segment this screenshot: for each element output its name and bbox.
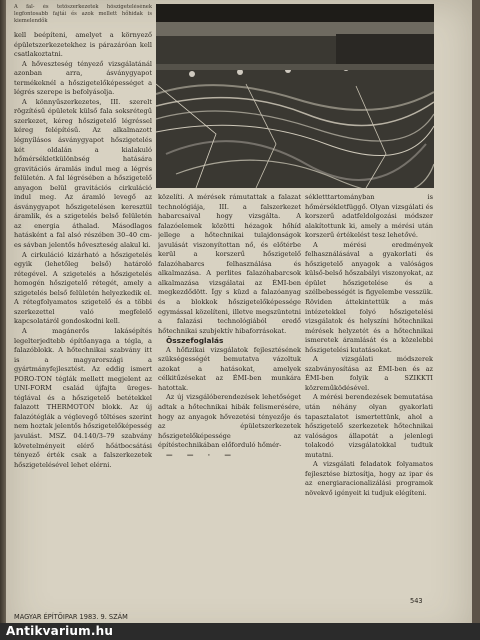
paragraph: sékletttartományban is hőmérsékletfüggő. Olyan vizsgálati és korszerű adatfeldolgozási módszer alakítottunk ki, amely a mérési után korszerű értékelést tesz lehetővé. <box>305 193 433 240</box>
paragraph: Az új vizsgálóberendezések lehetőséget adtak a hőtechnikai hibák felismerésére, hogy az anyagok hővezetési tényezője és az épületszerkezetek hőszigetelőképessége az építéstechnikában előforduló hőmér- <box>158 393 301 450</box>
paragraph: A magánerős lakásépítés legelterjedtebb építőanyaga a tégla, a falazóblokk. A hőtechnikai szabvány itt is a magyarországi a gyártmányfejlesztést. Az eddig ismert PORO-TON téglák mellett megjelent az UNI-FORM család újfajta üreges-téglával és a hőszigetelő betétekkel falazott THERMOTON blokk. Az új falazótéglák a véglevegő töltéses szerint nem hoztak jelentős hőszigetelőképesség javulást. MSZ. 04.140/3–79 szabvány követelményeit elérő hőátbocsátási tényező érték csak a falszerkezetek hőszigetelésével lehet elérni. <box>14 326 152 469</box>
paragraph: kell beépíteni, amelyet a környező épületszerkezetekhez is párazáróan kell csatlakoztatni. <box>14 31 152 59</box>
paragraph: A mérési berendezések bemutatása után néhány olyan gyakorlati tapasztalatot ismertettünk, ahol a hőszigetelő szerkezetek hőtechnikai valóságos állapotát a jelenlegi tolakodó vizsgálatokkal tudtuk mutatni. <box>305 393 433 459</box>
photo-insulation-roof <box>156 4 434 188</box>
page-number: 543 <box>410 597 423 605</box>
journal-footer: MAGYAR ÉPÍTŐIPAR 1983. 9. SZÁM <box>14 613 128 621</box>
paragraph: A hőfizikai vizsgálatok fejlesztésének szükségességét bemutatva vázoltuk azokat a hatásokat, amelyek célkitűzésekat az ÉMI-ben munkára hatottak. <box>158 345 301 392</box>
magazine-page <box>6 0 472 640</box>
section-heading: Összefoglalás <box>166 336 224 346</box>
watermark-text: Antikvarium.hu <box>6 624 114 638</box>
text-column-2 <box>158 193 301 613</box>
paragraph: A cirkuláció kizárható a hőszigetelés egyik (lehetőleg belső) határoló rétegével. A szigetelés a hőszigetelés homogén hőszigetelő rétegét, amely a szigetelés belső felületén helyezkedik el. A rétegfolyamatos szigetelő és a többi szerkezettel való megfelelő kapcsolatáról gondoskodni kell. <box>14 250 152 326</box>
text-column-1 <box>14 4 152 610</box>
paragraph: A könnyűszerkezetes, III. szerelt rögzítésű épületek külső fala soksrétegű szerkezet, kéreg hőszigetelő légréssel kéreg felépítésű. Az alkalmazott légnyílásos ásványgyapot hőszigetelés két oldalán a kialakuló hőmérsékletkülönbség hatására gravitációs áramlás indul meg a légrés felületén. A fal légrésében a hőszigetelő anyagon belül gravitációs cirkuláció indul meg. Az áramló levegő az ásványgyapot hőszigetelésen keresztül áramlik, és a szigetelés belső felületén az energia áthalad. Másodlagos hatásként a fal alsó részében 30–40 cm-es sávban jelentős hőveszteség alakul ki. <box>14 97 152 250</box>
photo-caption: A fal- és tetőszerkezetek hőszigetelésének legfontosabb fajtái és azok mellett hőhidak is kiemelendők <box>14 4 152 24</box>
paragraph: A hőveszteség tényező vizsgálatánál azonban arra, ásványgyapot termékeknél a hőszigetelőképességet a légrés szerepe is befolyásolja. <box>14 59 152 97</box>
paragraph: A vizsgálati feladatok folyamatos fejlesztése biztosítja, hogy az ipar és az energiaracionalizálási programok növekvő igényeit ki tudjuk elégíteni. <box>305 460 433 497</box>
paragraph: A vizsgálati módszerek szabványosítása az ÉMI-ben és az ÉMI-ben folyik a SZIKKTI közreműködésével. <box>305 355 433 392</box>
paragraph: közelíti. A mérések rámutattak a falazat technológiája, III. a falszerkezet habarcsaival hogy vizsgálta. A falazóelemek közötti hézagok hőhíd jellege a hőtechnikai tulajdonságok javulását viszonyítottan nő, és előtérbe kerül a korszerű hőszigetelő falazóhabarcs felhasználása és alkalmazása. A perlites falazóhabarcsok alkalmazása vizsgálatai az ÉMI-ben megkezdődött. Így s küzd a falazóanyag és a blokkok hőszigetelőképessége egymással közelíteni, illetve megszüntetni a falazási technológiából eredő hőtechnikai szubjektív hibaforrásokat. <box>158 193 301 335</box>
photo-drawing <box>156 4 434 188</box>
end-mark: — — · — <box>166 450 237 459</box>
text-column-3 <box>305 193 433 613</box>
paragraph: A mérési eredmények felhasználásával a gyakorlati és hőszigetelő anyagok a valóságos külső-belső hőszabályi viszonyokat, az épület hőszigetelése és a szélbebességét is figyelembe vesszük. Röviden áttekintettük a más intézetekkel folyó hőszigetelési vizsgálatok és helyszíni hőtechnikai mérések helyzetét és a hőtechnikai ismeretek áramlását és a közelebbi hőszigetelési kutatásokat. <box>305 240 433 354</box>
watermark-banner <box>0 623 480 640</box>
